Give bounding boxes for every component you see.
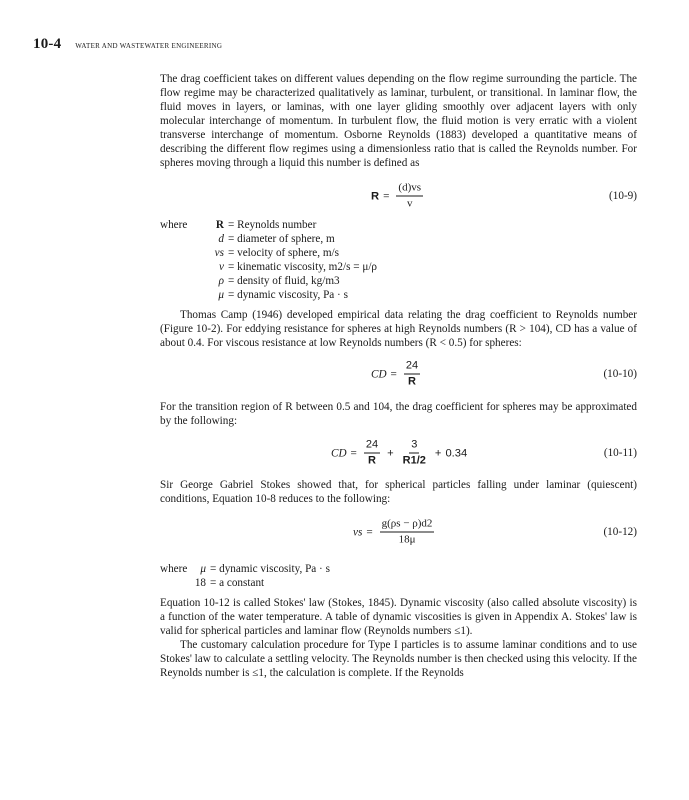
eq-fraction [396,182,423,211]
page-body [160,72,637,680]
eq-lhs: CD [331,447,347,459]
definition-row [160,576,637,590]
definition-symbol: ρ [218,275,224,287]
definition-symbol: d [218,233,224,245]
page-number: 10-4 [33,36,62,52]
definition-symbol: μ [200,563,206,575]
eq-denominator: 18μ [398,533,416,546]
eq-lhs: CD [371,368,387,380]
definition-row [160,260,637,274]
definition-row [160,562,637,576]
symbol-definitions-1 [160,218,637,302]
eq-equals: = [350,447,357,459]
definition-row [160,274,637,288]
paragraph-stokes-law: Equation 10-12 is called Stokes' law (Stokes, 1845). Dynamic viscosity (also called absolute viscosity) is a function of the water temperature. A table of dynamic viscosities is given in Appendix A. Stokes' law is valid for spherical particles and laminar flow (Reynolds numbers ≤1). [160,597,637,637]
where-label: where [160,563,188,575]
eq-lhs: vs [353,526,363,538]
eq-numerator: 24 [404,360,420,375]
eq-denominator: R [408,375,416,388]
eq-constant: 0.34 [445,447,468,459]
symbol-definitions-2 [160,562,637,590]
eq-plus: + [387,447,394,459]
equation-number: (10-9) [609,190,637,202]
paragraph-transition: For the transition region of R between 0.5 and 104, the drag coefficient for spheres may be approximated by the following: [160,401,637,427]
eq-equals: = [383,190,390,202]
definition-row [160,218,637,232]
page-header [33,36,222,53]
eq-equals: = [390,368,397,380]
eq-fraction [364,439,380,468]
eq-denominator: R1/2 [402,454,426,467]
equation-number: (10-10) [603,368,637,380]
running-head: WATER AND WASTEWATER ENGINEERING [75,42,223,50]
eq-denominator: R [368,454,376,467]
definition-text: = dynamic viscosity, Pa · s [210,563,330,575]
eq-numerator: (d)vs [396,182,423,197]
paragraph-drag-coefficient: The drag coefficient takes on different values depending on the flow regime surrounding the particle. The flow regime may be characterized qualitatively as laminar, turbulent, or transitional. In laminar flow, the fluid moves in layers, or laminas, with one layer gliding smoothly over adjacent layers with only molecular interchange of momentum. In turbulent flow, the fluid motion is very erratic with a violent transverse interchange of momentum. Osborne Reynolds (1883) developed a quantitative means of describing the different flow regimes using a dimensionless ratio that is called the Reynolds number. For spheres moving through a liquid this number is defined as [160,73,637,169]
eq-plus: + [434,447,442,459]
definition-row [160,232,637,246]
where-label: where [160,219,188,231]
definition-text: = a constant [210,577,265,589]
equation-10-11 [160,436,637,470]
equation-number: (10-12) [603,526,637,538]
equation-10-9 [160,179,637,213]
eq-fraction [380,518,435,547]
paragraph-stokes: Sir George Gabriel Stokes showed that, for spherical particles falling under laminar (quiescent) conditions, Equation 10-8 reduces to the following: [160,479,637,505]
equation-10-12 [160,514,637,550]
eq-denominator: v [406,197,413,210]
definition-row [160,246,637,260]
definition-row [160,288,637,302]
definition-text: = dynamic viscosity, Pa · s [228,289,348,301]
eq-numerator: 24 [364,439,380,454]
definition-symbol: R [215,219,224,231]
definition-text: = kinematic viscosity, m2/s = μ/ρ [228,261,378,273]
paragraph-camp: Thomas Camp (1946) developed empirical data relating the drag coefficient to Reynolds number (Figure 10-2). For eddying resistance for spheres at high Reynolds numbers (R > 104), CD has a value of about 0.4. For viscous resistance at low Reynolds numbers (R < 0.5) for spheres: [160,309,637,349]
eq-fraction [404,360,420,389]
definition-text: = density of fluid, kg/m3 [228,275,340,287]
definition-text: = velocity of sphere, m/s [228,247,340,259]
definition-text: = Reynolds number [228,219,317,231]
eq-numerator: 3 [409,439,419,454]
definition-symbol: 18 [194,577,206,589]
definition-symbol: μ [218,289,224,301]
eq-fraction [401,439,428,468]
eq-lhs: R [371,190,380,202]
paragraph-calculation-procedure: The customary calculation procedure for Type I particles is to assume laminar conditions and to use Stokes' law to calculate a settling velocity. The Reynolds number is then checked using this velocity. If the Reynolds number is ≤1, the calculation is complete. If the Reynolds [160,639,637,679]
eq-numerator: g(ρs − ρ)d2 [380,518,435,533]
equation-number: (10-11) [603,447,637,459]
definition-symbol: v [219,261,224,273]
definition-symbol: vs [214,247,224,259]
equation-10-10 [160,356,637,392]
eq-equals: = [366,526,373,538]
definition-text: = diameter of sphere, m [228,233,335,245]
